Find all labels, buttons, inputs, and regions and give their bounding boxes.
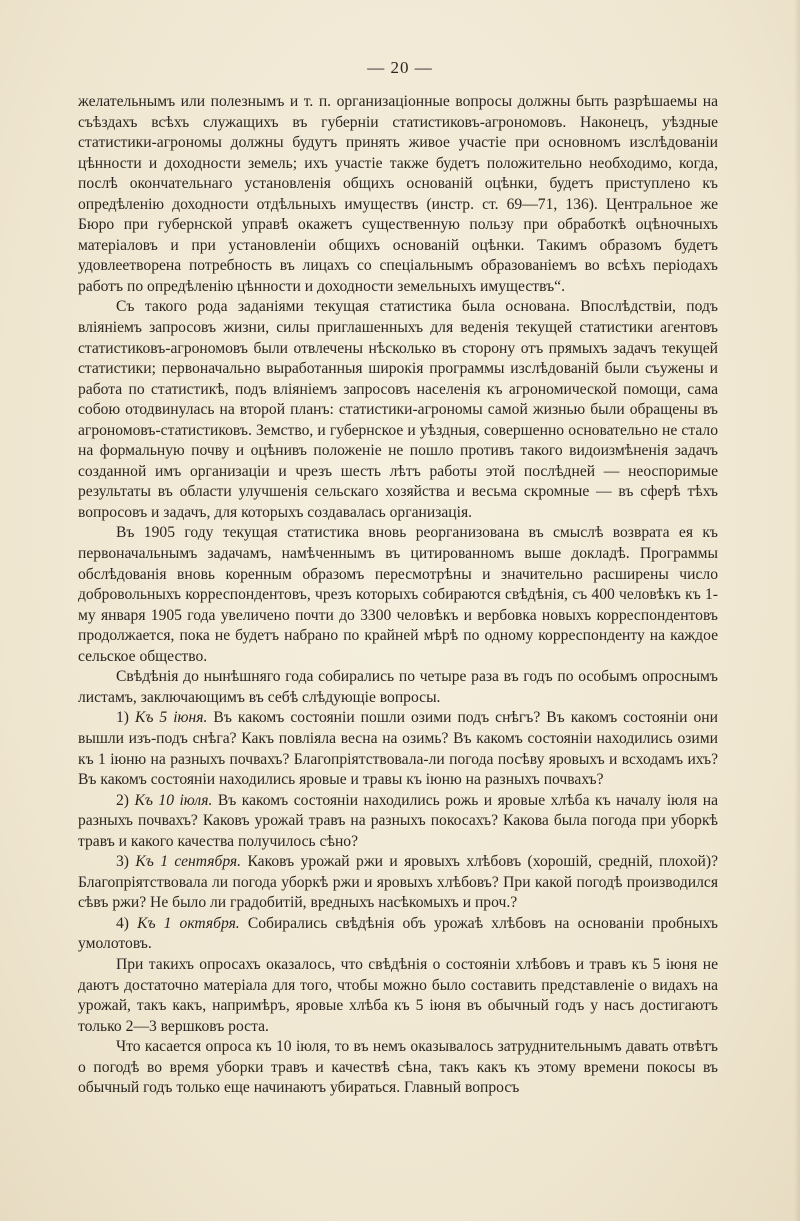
paragraph: Свѣдѣнія до нынѣшняго года собирались по четыре раза въ годъ по особымъ опроснымъ листамъ, заключающимъ въ себѣ слѣдующіе вопросы.	[78, 668, 718, 706]
body-text	[78, 92, 718, 1099]
question-item	[78, 852, 718, 914]
item-number: 3)	[116, 853, 136, 871]
paragraph: При такихъ опросахъ оказалось, что свѣдѣнія о состояніи хлѣбовъ и травъ къ 5 іюня не даютъ достаточно матеріала для того, чтобы можно было составить представленіе о видахъ на урожай, такъ какъ, напримѣръ, яровые хлѣба къ 5 іюня въ обычный годъ у насъ достигаютъ только 2—3 вершковъ роста.	[78, 955, 718, 1035]
page-edge-shadow	[794, 0, 800, 1221]
item-text: Въ какомъ состояніи находились рожь и яровые хлѣба къ началу іюля на разныхъ почвахъ? Каковъ урожай травъ на разныхъ покосахъ? Какова была погода при уборкѣ травъ и какого качества получилось сѣно?	[78, 791, 718, 850]
item-number: 2)	[116, 791, 135, 809]
item-text: Каковъ урожай ржи и яровыхъ хлѣбовъ (хорошій, средній, плохой)? Благопріятствовала ли погода уборкѣ ржи и яровыхъ хлѣбовъ? При какой погодѣ производился сѣвъ ржи? Не было ли градобитій, вредныхъ насѣкомыхъ и проч.?	[78, 853, 718, 912]
question-item	[78, 708, 718, 790]
item-number: 4)	[116, 914, 138, 932]
page-number: — 20 —	[367, 58, 433, 77]
item-text: Въ какомъ состояніи пошли озими подъ снѣгъ? Въ какомъ состояніи они вышли изъ-подъ снѣга? Какъ повліяла весна на озимь? Въ какомъ состояніи находились озими къ 1 іюню на разныхъ почвахъ? Благопріятствовала-ли погода посѣву яровыхъ и всходамъ ихъ? Въ какомъ состояніи находились яровые и травы къ іюню на разныхъ почвахъ?	[78, 709, 718, 789]
question-item	[78, 914, 718, 955]
item-date: Къ 1 октября.	[137, 914, 240, 932]
paragraph: Съ такого рода заданіями текущая статистика была основана. Впослѣдствіи, подъ вліяніемъ запросовъ жизни, силы приглашенныхъ для веденія текущей статистики агентовъ статистиковъ-агрономовъ были отвлечены нѣсколько въ сторону отъ прямыхъ задачъ текущей статистики; первоначально выработанныя широкія программы изслѣдованій были съужены и работа по статистикѣ, подъ вліяніемъ запросовъ населенія къ агрономической помощи, сама собою отодвинулась на второй планъ: статистики-агрономы самой жизнью были обращены въ агрономовъ-статистиковъ. Земство, и губернское и уѣздныя, совершенно основательно не стало на формальную почву и оцѣнивъ положеніе не пошло противъ такого видоизмѣненія задачъ созданной имъ организаціи и чрезъ шесть лѣтъ работы этой послѣдней — неоспоримые результаты въ области улучшенія сельскаго хозяйства и весьма скромные — въ сферѣ тѣхъ вопросовъ и задачъ, для которыхъ создавалась организація.	[78, 298, 718, 521]
item-number: 1)	[116, 709, 135, 727]
paragraph: Что касается опроса къ 10 іюля, то въ немъ оказывалось затруднительнымъ давать отвѣтъ о погодѣ во время уборки травъ и качествѣ сѣна, такъ какъ къ этому времени покосы въ обычный годъ только еще начинаютъ убираться. Главный вопросъ	[78, 1038, 718, 1097]
item-text: Собирались свѣдѣнія объ урожаѣ хлѣбовъ на основаніи пробныхъ умолотовъ.	[78, 914, 718, 953]
question-item	[78, 791, 718, 853]
item-date: Къ 10 іюля.	[134, 791, 213, 809]
item-date: Къ 5 іюня.	[134, 709, 208, 727]
item-date: Къ 1 сентября.	[135, 853, 242, 871]
paragraph: Въ 1905 году текущая статистика вновь реорганизована въ смыслѣ возврата ея къ первоначальнымъ задачамъ, намѣченнымъ въ цитированномъ выше докладѣ. Программы обслѣдованія вновь коренным образомъ пересмотрѣны и значительно расширены число добровольныхъ корреспондентовъ, чрезъ которыхъ собираются свѣдѣнія, съ 400 человѣкъ къ 1-му января 1905 года увеличено почти до 3300 человѣкъ и вербовка новыхъ корреспондентовъ продолжается, пока не будетъ набрано по крайней мѣрѣ по одному корреспонденту на каждое сельское общество.	[78, 524, 718, 665]
paragraph: желательнымъ или полезнымъ и т. п. организаціонные вопросы должны быть разрѣшаемы на съѣздахъ всѣхъ служащихъ въ губерніи статистиковъ-агрономовъ. Наконецъ, уѣздные статистики-агрономы должны будутъ принять живое участіе при основномъ изслѣдованіи цѣнности и доходности земель; ихъ участіе также будетъ положительно необходимо, когда, послѣ окончательнаго установленія общихъ основаній оцѣнки, будетъ приступлено къ опредѣленію доходности отдѣльныхъ имуществъ (инстр. ст. 69—71, 136). Центральное же Бюро при губернской управѣ окажетъ существенную пользу при обработкѣ оцѣночныхъ матеріаловъ и при установленіи общихъ основаній оцѣнки. Такимъ образомъ будетъ удовлеетворена потребность въ лицахъ со спеціальнымъ образованіемъ во всѣхъ періодахъ работъ по опредѣленію цѣнности и доходности земельныхъ имуществъ“.	[78, 93, 718, 295]
